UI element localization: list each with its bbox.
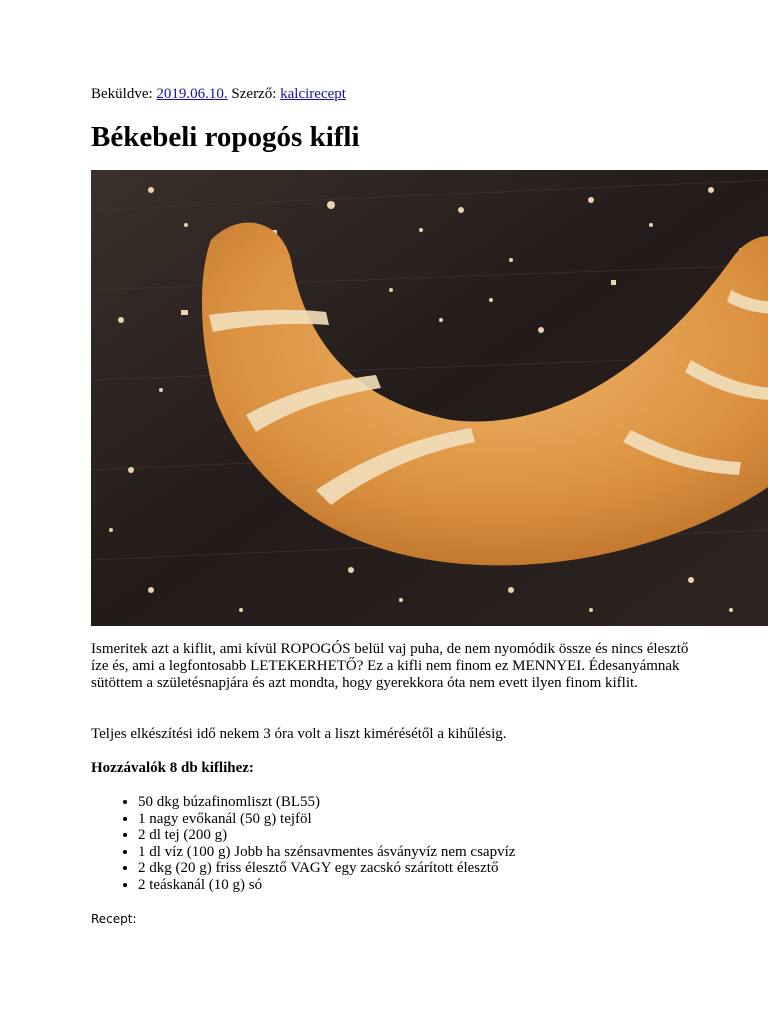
list-item: • 2 teáskanál (10 g) só: [138, 877, 515, 894]
author-label: Szerző:: [231, 86, 277, 102]
post-meta: [91, 85, 346, 103]
list-item: • 1 nagy evőkanál (50 g) tejföl: [138, 811, 515, 828]
date-link[interactable]: 2019.06.10.: [156, 86, 228, 102]
recipe-label: Recept:: [91, 912, 137, 926]
ingredients-heading: Hozzávalók 8 db kiflihez:: [91, 760, 254, 776]
page-title: Békebeli ropogós kifli: [91, 121, 360, 153]
recipe-photo: [91, 170, 768, 626]
list-item: • 1 dl víz (100 g) Jobb ha szénsavmentes ásványvíz nem csapvíz: [138, 844, 515, 861]
total-time-text: Teljes elkészítési idő nekem 3 óra volt a liszt kimérésétől a kihűlésig.: [91, 726, 507, 742]
list-item: • 2 dkg (20 g) friss élesztő VAGY egy zacskó szárított élesztő: [138, 860, 515, 877]
list-item: • 2 dl tej (200 g): [138, 827, 515, 844]
submitted-label: Beküldve:: [91, 86, 153, 102]
ingredients-list: [91, 794, 515, 894]
list-item: • 50 dkg búzafinomliszt (BL55): [138, 794, 515, 811]
author-link[interactable]: kalcirecept: [280, 86, 346, 102]
kifli-image: [91, 170, 768, 626]
intro-paragraph: Ismeritek azt a kiflit, ami kívül ROPOGÓS belül vaj puha, de nem nyomódik össze és nincs élesztő íze és, ami a legfontosabb LETEKERHETŐ? Ez a kifli nem finom ez MENNYEI. Édesanyámnak sütöttem a születésnapjára és azt mondta, hogy gyerekkora óta nem evett ilyen finom kiflit.: [91, 641, 689, 691]
